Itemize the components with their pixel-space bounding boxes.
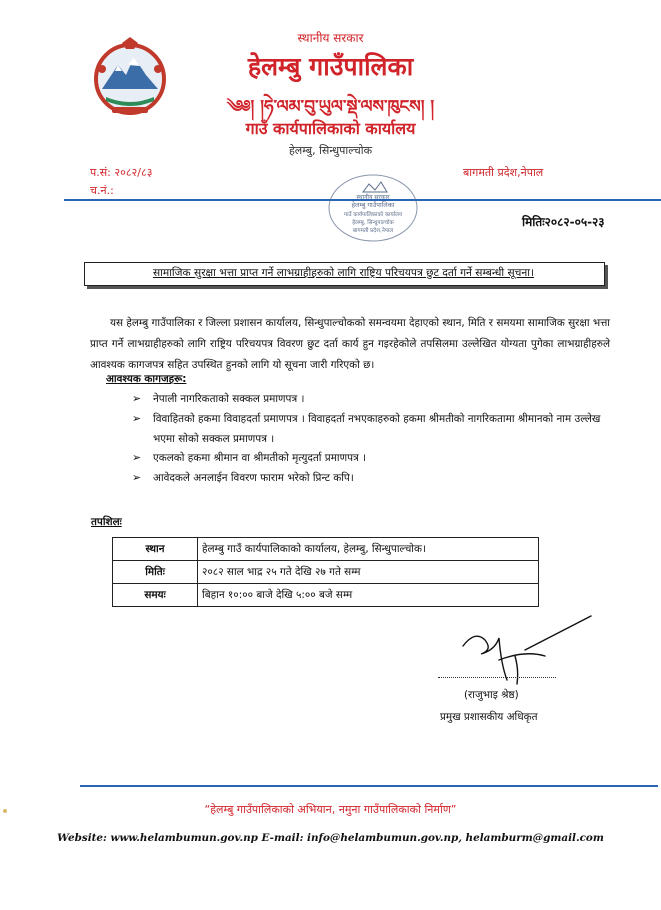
office-stamp xyxy=(325,172,421,244)
table-row xyxy=(113,584,539,607)
arrow-bullet-icon: ➢ xyxy=(132,392,142,405)
document-item: ➢ नेपाली नागरिकताको सक्कल प्रमाणपत्र । xyxy=(135,389,625,409)
stamp-line-3: गाउँ कार्यपालिकाको कार्यालय xyxy=(343,212,403,218)
stamp-line-2: हेलम्बु गाउँपालिका xyxy=(351,201,395,209)
signatory-role: प्रमुख प्रशासकीय अधिकृत xyxy=(440,711,538,723)
stamp-line-4: हेलम्बु, सिन्धुपाल्चोक xyxy=(352,220,394,226)
dispatch-number: च.नं.: xyxy=(90,184,114,197)
details-label: स्थान xyxy=(113,538,198,561)
signatory-name: (राजुभाइ श्रेष्ठ) xyxy=(464,689,519,701)
signature-line xyxy=(438,677,556,678)
document-item: ➢ एकलको हकमा श्रीमान वा श्रीमतीको मृत्युदर्ता प्रमाणपत्र । xyxy=(135,448,625,468)
notice-title: सामाजिक सुरक्षा भत्ता प्राप्त गर्ने लाभग्राहीहरुको लागि राष्ट्रिय परिचयपत्र छुट दर्ता गर्ने सम्बन्धी सूचना। xyxy=(152,267,535,279)
details-value: बिहान १०:०० बाजे देखि ५:०० बजे सम्म xyxy=(198,584,539,607)
province-label: बागमती प्रदेश,नेपाल xyxy=(463,166,544,179)
office-name: गाउँ कार्यपालिकाको कार्यालय xyxy=(245,119,416,138)
document-item: ➢ विवाहितको हकमा विवाहदर्ता प्रमाणपत्र । विवाहदर्ता नभएकाहरुको हकमा श्रीमतीको नागरिकतामा श्रीमानको नाम उल्लेख भएमा सोको सक्कल प्रमाणपत्र । xyxy=(135,409,625,449)
arrow-bullet-icon: ➢ xyxy=(132,412,142,425)
footer-contact: Website: www.helambumun.gov.np E-mail: info@helambumun.gov.np, helamburm@gmail.com xyxy=(57,832,604,844)
details-label: मितिः xyxy=(113,561,198,584)
arrow-bullet-icon: ➢ xyxy=(132,471,142,484)
table-row xyxy=(113,561,539,584)
arrow-bullet-icon: ➢ xyxy=(132,451,142,464)
footer-rule xyxy=(80,785,658,787)
document-item: ➢ आवेदकले अनलाईन विवरण फाराम भरेको प्रिन्ट कपि। xyxy=(135,468,625,488)
municipality-title: हेलम्बु गाउँपालिका xyxy=(247,52,414,81)
stamp-line-5: बागमती प्रदेश,नेपाल xyxy=(352,228,394,234)
office-address: हेलम्बु, सिन्धुपाल्चोक xyxy=(288,144,373,157)
details-value: २०८२ साल भाद्र २५ गते देखि २७ गते सम्म xyxy=(198,561,539,584)
header-superscript: स्थानीय सरकार xyxy=(297,31,364,45)
document-date: मितिः२०८२-०५-२३ xyxy=(522,215,605,229)
details-heading: तपशिलः xyxy=(91,516,122,528)
stamp-line-1: स्थानीय सरकार xyxy=(356,194,390,201)
details-value: हेलम्बु गाउँ कार्यपालिकाको कार्यालय, हेलम्बु, सिन्धुपाल्चोक। xyxy=(198,538,539,561)
slogan: “हेलम्बु गाउँपालिकाको अभियान, नमुना गाउँपालिकाको निर्माण” xyxy=(204,803,457,816)
table-row xyxy=(113,538,539,561)
details-label: समयः xyxy=(113,584,198,607)
tibetan-title: ༄༅། །ཧེ་ལམ་བུ་ཡུལ་སྡེ་ལས་ཁུངས། ། xyxy=(226,97,435,117)
body-paragraph: यस हेलम्बु गाउँपालिका र जिल्ला प्रशासन कार्यालय, सिन्धुपाल्चोकको समन्वयमा देहाएको स्थान, मिति र समयमा सामाजिक सुरक्षा भत्ता प्राप्त गर्ने लाभग्राहीहरुको लागि राष्ट्रिय परिचयपत्र विवरण छुट दर्ता कार्य हुन गइरहेकोले तपसिलमा उल्लेखित योग्यता पुगेका लाभग्राहीहरुले आवश्यक कागजपत्र सहित उपस्थित हुनको लागि यो सूचना जारी गरिएको छ। xyxy=(90,317,610,371)
scan-speck xyxy=(3,809,7,813)
letter-number: प.सं: २०८२/८३ xyxy=(90,166,153,179)
documents-heading: आवश्यक कागजहरू: xyxy=(106,373,187,385)
signature xyxy=(455,610,595,690)
details-table xyxy=(112,537,539,607)
